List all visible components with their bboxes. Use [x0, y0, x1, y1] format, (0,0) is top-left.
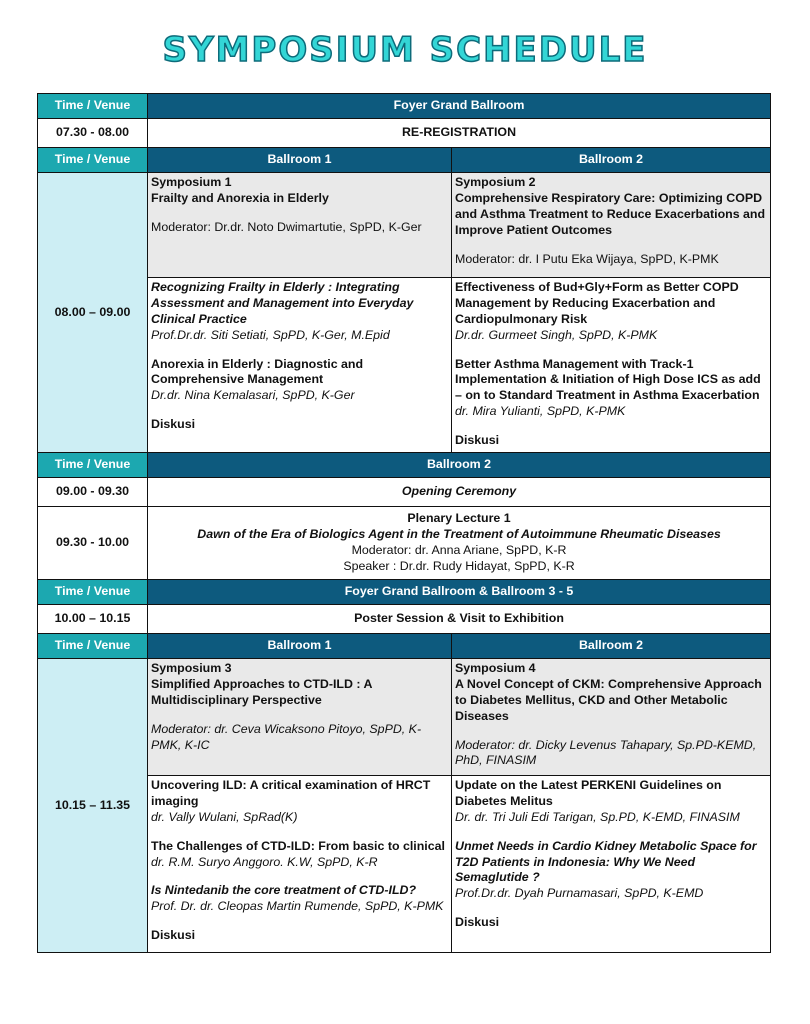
time-venue-header: Time / Venue: [38, 453, 148, 478]
symposium-title: Simplified Approaches to CTD-ILD : A Multidisciplinary Perspective: [151, 676, 372, 707]
registration-cell: RE-REGISTRATION: [148, 119, 771, 148]
symposium-4-talks: [452, 776, 771, 953]
venue-header-ballroom-2: Ballroom 2: [452, 634, 771, 659]
talk-title: Unmet Needs in Cardio Kidney Metabolic Space for T2D Patients in Indonesia: Why We Need Semaglutide ?: [455, 838, 757, 885]
schedule-row-symposium-head: [38, 173, 771, 278]
talk-title: Is Nintedanib the core treatment of CTD-ILD?: [151, 883, 417, 898]
symposium-title: A Novel Concept of CKM: Comprehensive Approach to Diabetes Mellitus, CKD and Other Metabolic Diseases: [455, 676, 762, 723]
talk-speaker: dr. Mira Yulianti, SpPD, K-PMK: [455, 404, 626, 419]
symposium-label: Symposium 2: [455, 175, 536, 189]
symposium-1-talks: [148, 278, 452, 453]
talk-speaker: dr. Vally Wulani, SpRad(K): [151, 809, 298, 824]
discussion: Diskusi: [151, 928, 196, 943]
talk-speaker: Dr.dr. Nina Kemalasari, SpPD, K-Ger: [151, 388, 355, 403]
schedule-row-header-1: [38, 94, 771, 119]
moderator: Moderator: Dr.dr. Noto Dwimartutie, SpPD, K-Ger: [151, 219, 422, 234]
discussion: Diskusi: [455, 915, 500, 930]
symposium-label: Symposium 1: [151, 175, 232, 189]
talk-title: Effectiveness of Bud+Gly+Form as Better COPD Management by Reducing Exacerbation and Cardiopulmonary Risk: [455, 280, 739, 326]
symposium-3-header: [148, 659, 452, 776]
talk-speaker: Dr. dr. Tri Juli Edi Tarigan, Sp.PD, K-EMD, FINASIM: [455, 809, 740, 824]
time-cell: 09.00 - 09.30: [38, 478, 148, 507]
symposium-title: Frailty and Anorexia in Elderly: [151, 190, 329, 205]
venue-header-foyer-ballroom-3-5: Foyer Grand Ballroom & Ballroom 3 - 5: [148, 580, 771, 605]
schedule-row-symposium-talks: [38, 776, 771, 953]
schedule-row-header-3: [38, 453, 771, 478]
talk-title: The Challenges of CTD-ILD: From basic to clinical: [151, 838, 445, 853]
schedule-row-poster: [38, 605, 771, 634]
talk-speaker: Dr.dr. Gurmeet Singh, SpPD, K-PMK: [455, 327, 658, 342]
symposium-4-header: [452, 659, 771, 776]
talk-speaker: Prof. Dr. dr. Cleopas Martin Rumende, SpPD, K-PMK: [151, 899, 444, 914]
page-title: SYMPOSIUM SCHEDULE: [162, 30, 648, 70]
schedule-row-registration: [38, 119, 771, 148]
venue-header-ballroom-2: Ballroom 2: [148, 453, 771, 478]
talk-title: Uncovering ILD: A critical examination of HRCT imaging: [151, 778, 431, 808]
talk-speaker: dr. R.M. Suryo Anggoro. K.W, SpPD, K-R: [151, 854, 378, 869]
time-venue-header: Time / Venue: [38, 580, 148, 605]
symposium-2-talks: [452, 278, 771, 453]
symposium-title: Comprehensive Respiratory Care: Optimizing COPD and Asthma Treatment to Reduce Exacerbations and Improve Patient Outcomes: [455, 190, 766, 237]
plenary-title: Dawn of the Era of Biologics Agent in the Treatment of Autoimmune Rheumatic Diseases: [197, 527, 721, 542]
moderator: Moderator: dr. Anna Ariane, SpPD, K-R: [351, 543, 567, 557]
symposium-label: Symposium 3: [151, 661, 232, 675]
time-venue-header: Time / Venue: [38, 94, 148, 119]
plenary-cell: [148, 507, 771, 580]
moderator: Moderator: dr. I Putu Eka Wijaya, SpPD, K-PMK: [455, 251, 719, 266]
schedule-row-opening: [38, 478, 771, 507]
talk-speaker: Prof.Dr.dr. Dyah Purnamasari, SpPD, K-EMD: [455, 886, 704, 901]
time-cell: 08.00 – 09.00: [38, 173, 148, 453]
time-cell: 10.15 – 11.35: [38, 659, 148, 953]
symposium-1-header: [148, 173, 452, 278]
schedule-row-header-5: [38, 634, 771, 659]
schedule-row-symposium-talks: [38, 278, 771, 453]
time-cell: 07.30 - 08.00: [38, 119, 148, 148]
moderator: Moderator: dr. Dicky Levenus Tahapary, Sp.PD-KEMD, PhD, FINASIM: [455, 737, 757, 768]
talk-title: Recognizing Frailty in Elderly : Integrating Assessment and Management into Everyday Clinical Practice: [151, 280, 414, 326]
talk-title: Anorexia in Elderly : Diagnostic and Comprehensive Management: [151, 356, 364, 387]
moderator: Moderator: dr. Ceva Wicaksono Pitoyo, SpPD, K-PMK, K-IC: [151, 721, 422, 752]
time-venue-header: Time / Venue: [38, 634, 148, 659]
talk-speaker: Prof.Dr.dr. Siti Setiati, SpPD, K-Ger, M.Epid: [151, 327, 390, 342]
talk-title: Update on the Latest PERKENI Guidelines on Diabetes Melitus: [455, 778, 722, 808]
speaker: Speaker : Dr.dr. Rudy Hidayat, SpPD, K-R: [343, 558, 575, 573]
talk-title: Better Asthma Management with Track-1 Implementation & Initiation of High Dose ICS as add – on to Standard Treatment in Asthma Exacerbation: [455, 356, 761, 403]
venue-header-ballroom-2: Ballroom 2: [452, 148, 771, 173]
time-cell: 10.00 – 10.15: [38, 605, 148, 634]
symposium-3-talks: [148, 776, 452, 953]
venue-header-ballroom-1: Ballroom 1: [148, 148, 452, 173]
time-venue-header: Time / Venue: [38, 148, 148, 173]
symposium-label: Symposium 4: [455, 661, 536, 675]
venue-header-ballroom-1: Ballroom 1: [148, 634, 452, 659]
discussion: Diskusi: [455, 433, 500, 447]
opening-ceremony: Opening Ceremony: [148, 478, 771, 507]
time-cell: 09.30 - 10.00: [38, 507, 148, 580]
venue-header-foyer: Foyer Grand Ballroom: [148, 94, 771, 119]
schedule-row-symposium-head: [38, 659, 771, 776]
symposium-2-header: [452, 173, 771, 278]
discussion: Diskusi: [151, 417, 196, 432]
schedule-row-header-4: [38, 580, 771, 605]
poster-session: Poster Session & Visit to Exhibition: [148, 605, 771, 634]
schedule-table: [37, 93, 771, 953]
schedule-row-header-2: [38, 148, 771, 173]
schedule-row-plenary: [38, 507, 771, 580]
plenary-label: Plenary Lecture 1: [407, 511, 511, 526]
